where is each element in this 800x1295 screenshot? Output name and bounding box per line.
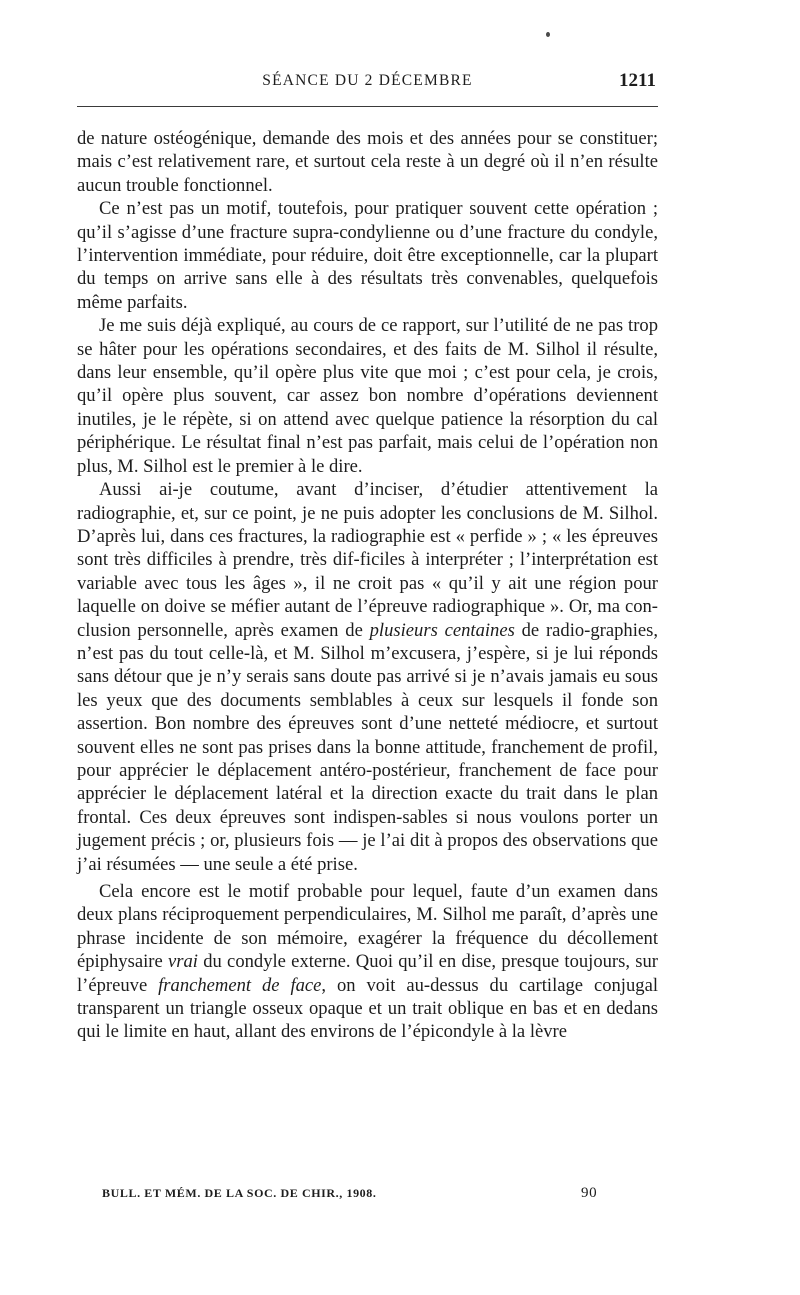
- running-head-title: SÉANCE DU 2 DÉCEMBRE: [262, 72, 473, 89]
- paragraph: [77, 127, 658, 197]
- paragraph: [77, 314, 658, 478]
- text-run: du condyle externe. Quoi qu’il en dise, presque toujours, sur l’épreuve: [77, 951, 658, 996]
- text-run: , on voit au-dessus du cartilage conjugal transparent un triangle osseux opaque et un trait oblique en bas et en dedans qui le limite en haut, allant des environs de l’épicondyle à la lèvre: [77, 974, 658, 1043]
- text-run: Ce n’est pas un motif, toutefois, pour pratiquer souvent cette opération ; qu’il s’agisse d’une fracture supra-condylienne ou d’une fracture du condyle, l’intervention immédiate, pour réduire, doit être exceptionnelle, car la plupart du temps on arrive sans elle à des résultats très convenables, quelquefois même parfaits.: [77, 198, 658, 313]
- signature-number: 90: [581, 1185, 598, 1201]
- print-speck: [546, 32, 550, 37]
- text-run: Cela encore est le motif probable pour lequel, faute d’un examen dans deux plans réciproquement perpendiculaires, M. Silhol me paraît, d’après une phrase incidente de son mémoire, exagérer la fréquence du décollement épiphysaire: [77, 881, 658, 973]
- paragraph: [77, 880, 658, 1044]
- text-run: de radio-graphies, n’est pas du tout celle-là, et M. Silhol m’excusera, j’espère, si je lui réponds sans détour que je n’y serais sans doute pas arrivé si je n’avais jamais eu sous les yeux que des documents semblables à ceux sur lesquels il fonde son assertion. Bon nombre des épreuves sont d’une netteté médiocre, et surtout souvent elles ne sont pas prises dans la bonne attitude, franchement de profil, pour apprécier le déplacement antéro-postérieur, franchement de face pour apprécier le déplacement latéral et la direction exacte du trait dans le plan frontal. Ces deux épreuves sont indispen-sables si nous voulons porter un jugement précis ; or, plusieurs fois — je l’ai dit à propos des observations que j’ai résumées — une seule a été prise.: [77, 619, 658, 875]
- italic-run: plusieurs centaines: [369, 619, 515, 641]
- paragraph: [77, 478, 658, 876]
- text-run: Aussi ai-je coutume, avant d’inciser, d’étudier attentivement la radiographie, et, sur ce point, je ne puis adopter les conclusions de M. Silhol. D’après lui, dans ces fractures, la radiographie est « perfide » ; « les épreuves sont très difficiles à prendre, très dif-ficiles à interpréter ; l’interprétation est variable avec tous les âges », il ne croit pas « qu’il y ait une région pour laquelle on doive se méfier autant de l’épreuve radiographique ». Or, ma con-clusion personnelle, après examen de: [77, 479, 658, 641]
- italic-run: franchement de face: [158, 974, 322, 996]
- page-number: 1211: [619, 70, 656, 91]
- running-head: [77, 72, 658, 102]
- italic-run: vrai: [167, 951, 198, 973]
- text-run: de nature ostéogénique, demande des mois et des années pour se constituer; mais c’est relativement rare, et surtout cela reste à un degré où il n’en résulte aucun trouble fonctionnel.: [77, 128, 658, 196]
- body-text: [77, 127, 658, 1044]
- text-run: Je me suis déjà expliqué, au cours de ce rapport, sur l’utilité de ne pas trop se hâter pour les opérations secondaires, et des faits de M. Silhol il résulte, dans leur ensemble, qu’il opère plus vite que moi ; c’est pour cela, je crois, qu’il opère plus souvent, car assez bon nombre d’opérations deviennent inutiles, je le répète, si on attend avec quelque patience la résorption du cal périphérique. Le résultat final n’est pas parfait, mais celui de l’opération non plus, M. Silhol est le premier à le dire.: [77, 315, 658, 477]
- paragraph: [77, 197, 658, 314]
- footer-source: BULL. ET MÉM. DE LA SOC. DE CHIR., 1908.: [102, 1186, 377, 1200]
- header-rule: [77, 106, 658, 107]
- page-footer: [102, 1186, 602, 1208]
